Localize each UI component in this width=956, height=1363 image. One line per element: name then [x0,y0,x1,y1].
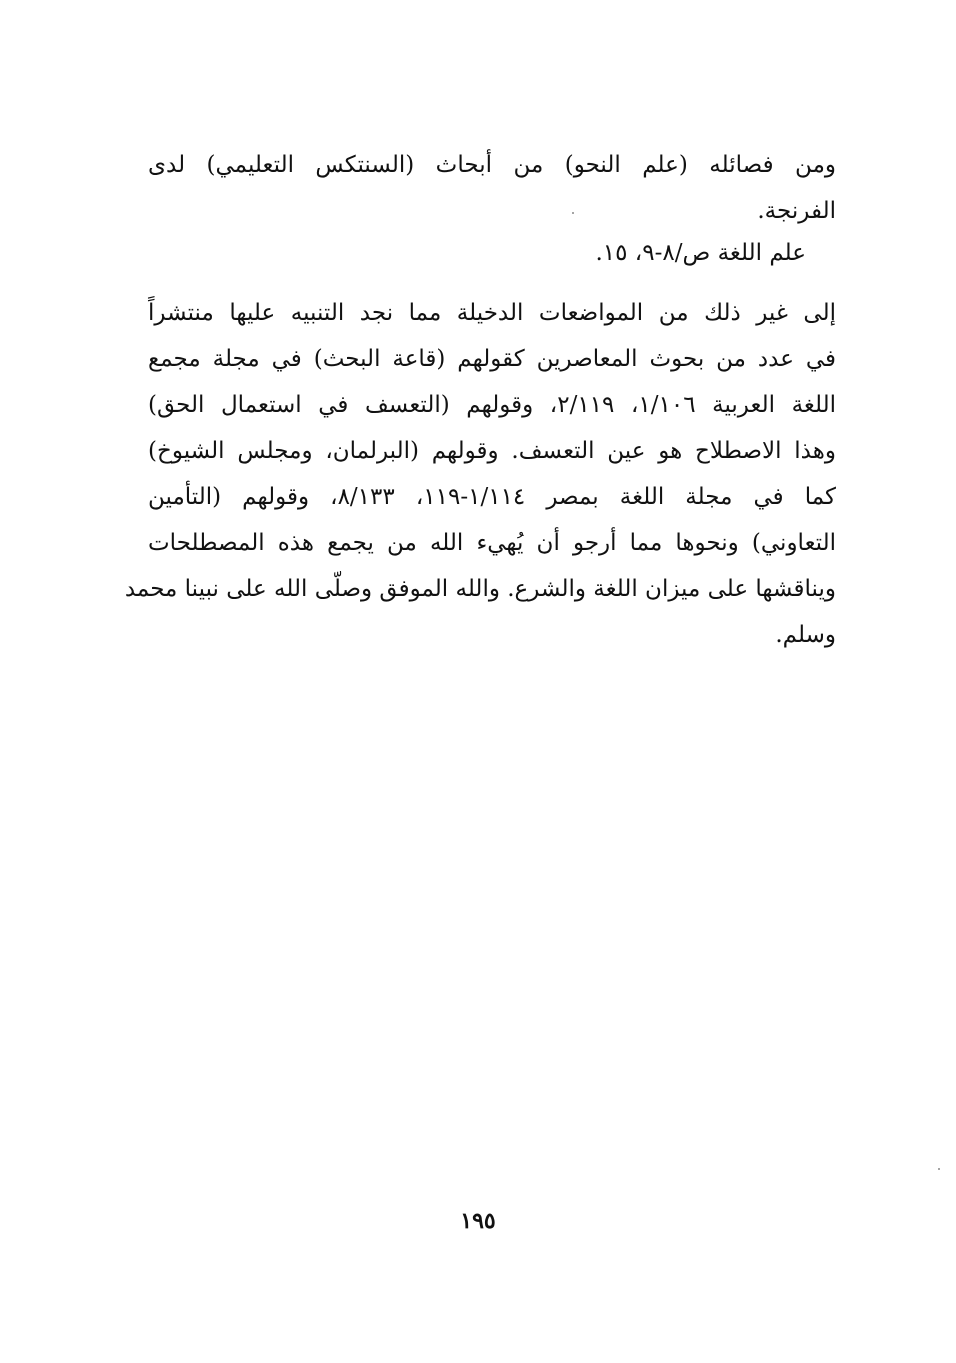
text-line: وهذا الاصطلاح هو عين التعسف. وقولهم (البرلمان، ومجلس الشيوخ) [148,438,836,464]
scan-speck [572,212,574,214]
paragraph-top [148,142,836,234]
text-line: ويناقشها على ميزان اللغة والشرع. والله الموفق وصلّى الله على نبينا محمد [124,576,836,602]
text-line: وسلم. [775,622,836,648]
text-line: كما في مجلة اللغة بمصر ١/١١٤-١١٩، ٨/١٣٣، وقولهم (التأمين [148,484,836,510]
text-line: التعاوني) ونحوها مما أرجو أن يُهيء الله من يجمع هذه المصطلحات [148,530,836,556]
text-line: ومن فصائله (علم النحو) من أبحاث (السنتكس التعليمي) لدى [148,152,836,178]
paragraph-main [124,290,837,658]
text-line: الفرنجة. [757,198,836,224]
page-number: ١٩٥ [460,1208,496,1234]
text-line: في عدد من بحوث المعاصرين كقولهم (قاعة البحث) في مجلة مجمع [148,346,836,372]
reference-line: علم اللغة ص/٨-٩، ١٥. [595,240,806,266]
scan-speck [938,1168,940,1170]
text-line: اللغة العربية ١/١٠٦، ٢/١١٩، وقولهم (التعسف في استعمال الحق) [148,392,837,418]
text-line: إلى غير ذلك من المواضعات الدخيلة مما نجد التنبيه عليها منتشراً [148,300,836,326]
